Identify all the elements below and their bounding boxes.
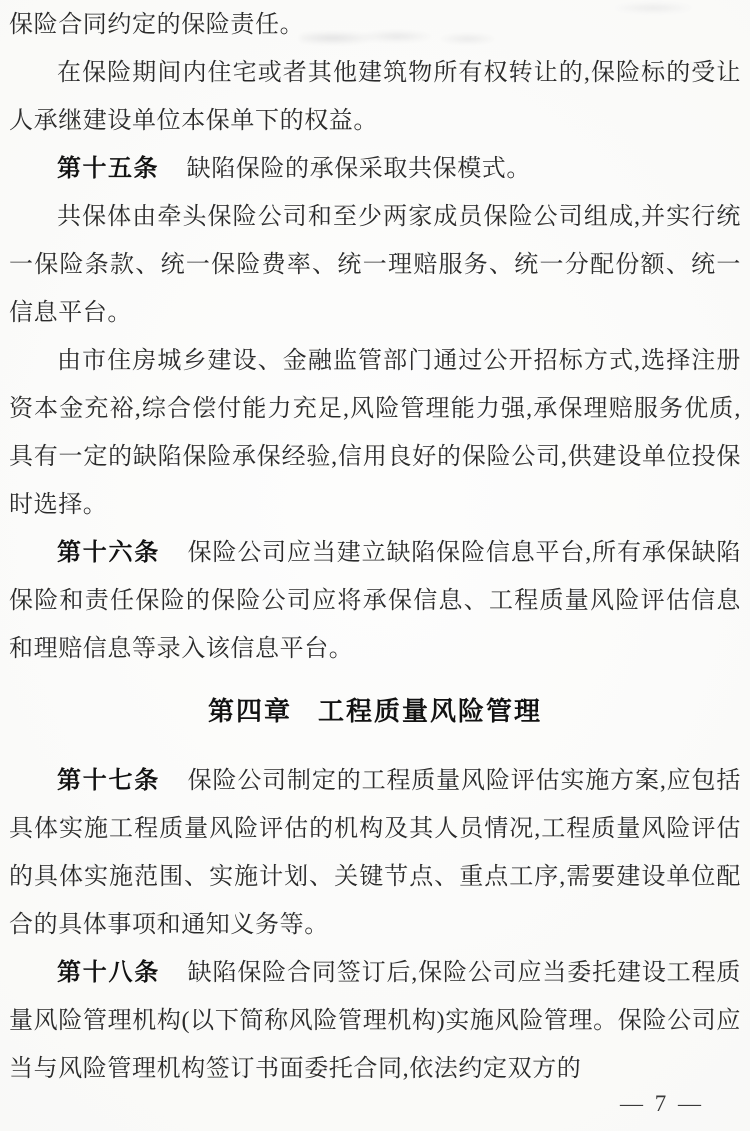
body-paragraph <box>9 49 741 145</box>
paragraph-text: 保险公司应当建立缺陷保险信息平台,所有承保缺陷保险和责任保险的保险公司应将承保信息、工程质量风险评估信息和理赔信息等录入该信息平台。 <box>9 540 741 662</box>
body-paragraph <box>9 337 741 529</box>
article-number: 第十六条 <box>57 539 161 566</box>
paragraph-text: 缺陷保险的承保采取共保模式。 <box>186 156 531 182</box>
paragraph-text: 保险公司制定的工程质量风险评估实施方案,应包括具体实施工程质量风险评估的机构及其人员情况,工程质量风险评估的具体实施范围、实施计划、关键节点、重点工序,需要建设单位配合的具体事项和通知义务等。 <box>9 768 741 938</box>
paragraph-text: 由市住房城乡建设、金融监管部门通过公开招标方式,选择注册资本金充裕,综合偿付能力充足,风险管理能力强,承保理赔服务优质,具有一定的缺陷保险承保经验,信用良好的保险公司,供建设单位投保时选择。 <box>9 348 741 518</box>
article-number: 第十五条 <box>57 155 159 182</box>
paragraph-text: 缺陷保险合同签订后,保险公司应当委托建设工程质量风险管理机构(以下简称风险管理机构)实施风险管理。保险公司应当与风险管理机构签订书面委托合同,依法约定双方的 <box>9 960 741 1082</box>
chapter-heading <box>9 687 741 735</box>
article-number: 第十八条 <box>57 959 161 986</box>
chapter-title: 工程质量风险管理 <box>318 696 543 726</box>
article-paragraph <box>9 949 741 1093</box>
paragraph-text: 在保险期间内住宅或者其他建筑物所有权转让的,保险标的受让人承继建设单位本保单下的权益。 <box>9 60 741 134</box>
body-paragraph <box>9 1 741 49</box>
article-number: 第十七条 <box>57 767 161 794</box>
document-body <box>9 1 741 1093</box>
body-paragraph <box>9 193 741 337</box>
article-paragraph <box>9 145 741 193</box>
paragraph-text: 共保体由牵头保险公司和至少两家成员保险公司组成,并实行统一保险条款、统一保险费率、统一理赔服务、统一分配份额、统一信息平台。 <box>9 204 741 326</box>
chapter-number: 第四章 <box>207 696 292 726</box>
article-paragraph <box>9 529 741 673</box>
article-paragraph <box>9 757 741 949</box>
paragraph-text: 保险合同约定的保险责任。 <box>9 12 305 38</box>
page-number: — 7 — <box>620 1091 704 1116</box>
